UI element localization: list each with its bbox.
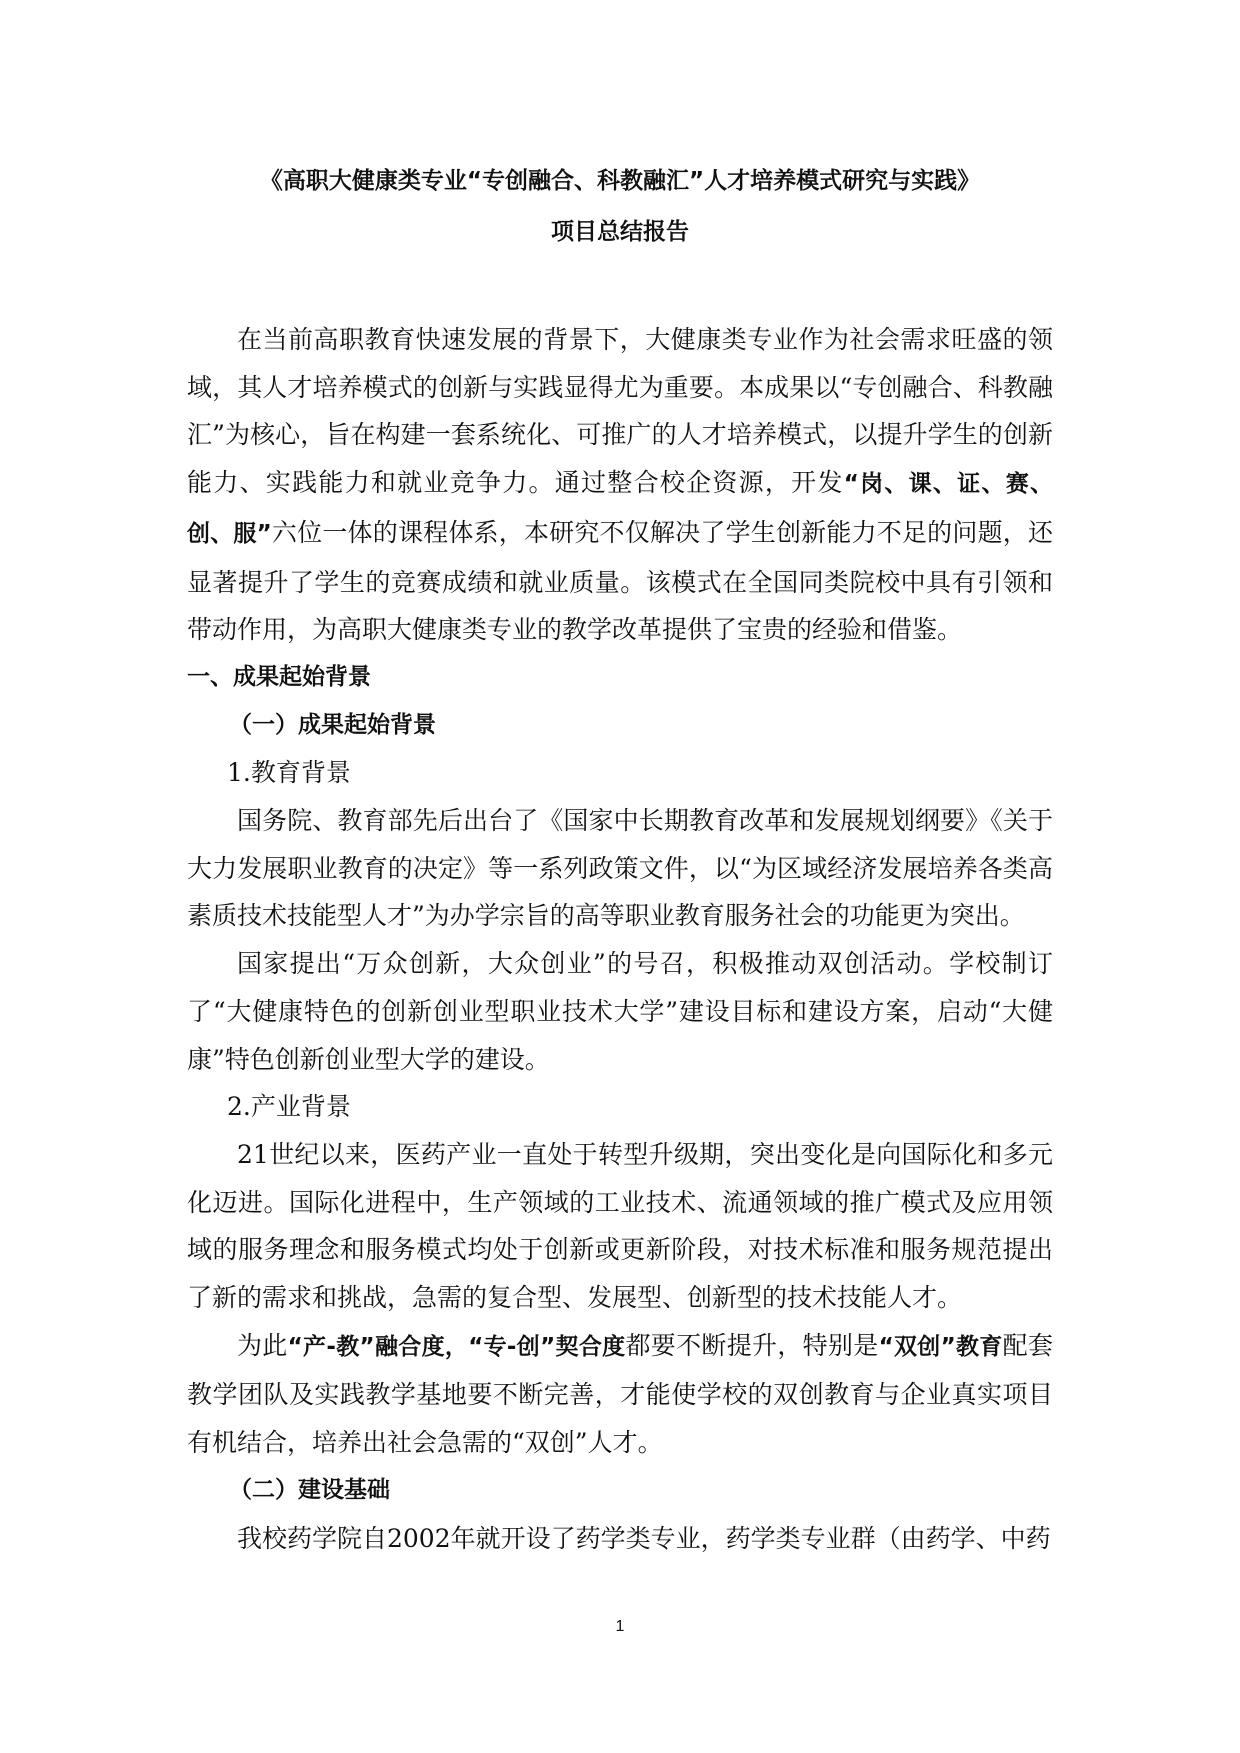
education-paragraph-2: 国家提出“万众创新，大众创业”的号召，积极推动双创活动。学校制订了“大健康特色的创新创业型职业技术大学”建设目标和建设方案，启动“大健康”特色创新创业型大学的建设。 bbox=[187, 949, 1053, 1074]
report-subtitle: 项目总结报告 bbox=[551, 219, 689, 245]
item-heading-industry: 2.产业背景 bbox=[227, 1092, 351, 1122]
page-number: 1 bbox=[615, 1618, 625, 1635]
intro-text-1: 在当前高职教育快速发展的背景下，大健康类专业作为社会需求旺盛的领域，其人才培养模式的创新与实践显得尤为重要。本成果以“专创融合、科教融汇”为核心，旨在构建一套系统化、可推广的人才培养模式，以提升学生的创新能力、实践能力和就业竞争力。通过整合校企资源，开发 bbox=[187, 325, 1053, 498]
subsection-heading-1: （一）成果起始背景 bbox=[229, 711, 436, 738]
industry-bold-text-2: “双创”教育 bbox=[878, 1333, 1003, 1360]
education-paragraph-1: 国务院、教育部先后出台了《国家中长期教育改革和发展规划纲要》《关于大力发展职业教育的决定》等一系列政策文件，以“为区域经济发展培养各类高素质技术技能型人才”为办学宗旨的高等职业教育服务社会的功能更为突出。 bbox=[187, 806, 1053, 931]
intro-paragraph bbox=[187, 316, 1053, 654]
item-heading-education: 1.教育背景 bbox=[227, 758, 351, 788]
industry-text-3: 配套教学团队及实践教学基地要不断完善，才能使学校的双创教育与企业真实项目有机结合，培养出社会急需的“双创”人才。 bbox=[187, 1330, 1053, 1458]
industry-paragraph-1: 21世纪以来，医药产业一直处于转型升级期，突出变化是向国际化和多元化迈进。国际化进程中，生产领域的工业技术、流通领域的推广模式及应用领域的服务理念和服务模式均处于创新或更新阶段，对技术标准和服务规范提出了新的需求和挑战，急需的复合型、发展型、创新型的技术技能人才。 bbox=[187, 1139, 1053, 1313]
industry-paragraph-2 bbox=[187, 1322, 1053, 1467]
document-body bbox=[187, 316, 1053, 1562]
industry-text-1: 为此 bbox=[237, 1330, 288, 1360]
section-heading-1: 一、成果起始背景 bbox=[187, 663, 371, 690]
industry-bold-text-1: “产-教”融合度，“专-创”契合度 bbox=[287, 1333, 626, 1360]
foundation-paragraph: 我校药学院自2002年就开设了药学类专业，药学类专业群（由药学、中药 bbox=[237, 1523, 1051, 1553]
intro-text-2: 六位一体的课程体系，本研究不仅解决了学生创新能力不足的问题，还显著提升了学生的竞赛成绩和就业质量。该模式在全国同类院校中具有引领和带动作用，为高职大健康类专业的教学改革提供了宝贵的经验和借鉴。 bbox=[187, 517, 1053, 645]
subsection-heading-2: （二）建设基础 bbox=[229, 1476, 390, 1503]
report-title: 《高职大健康类专业“专创融合、科教融汇”人才培养模式研究与实践》 bbox=[259, 168, 981, 194]
industry-text-2: 都要不断提升，特别是 bbox=[625, 1330, 879, 1360]
intro-bold-text: “岗、课、证、赛、创、服” bbox=[187, 471, 1053, 547]
